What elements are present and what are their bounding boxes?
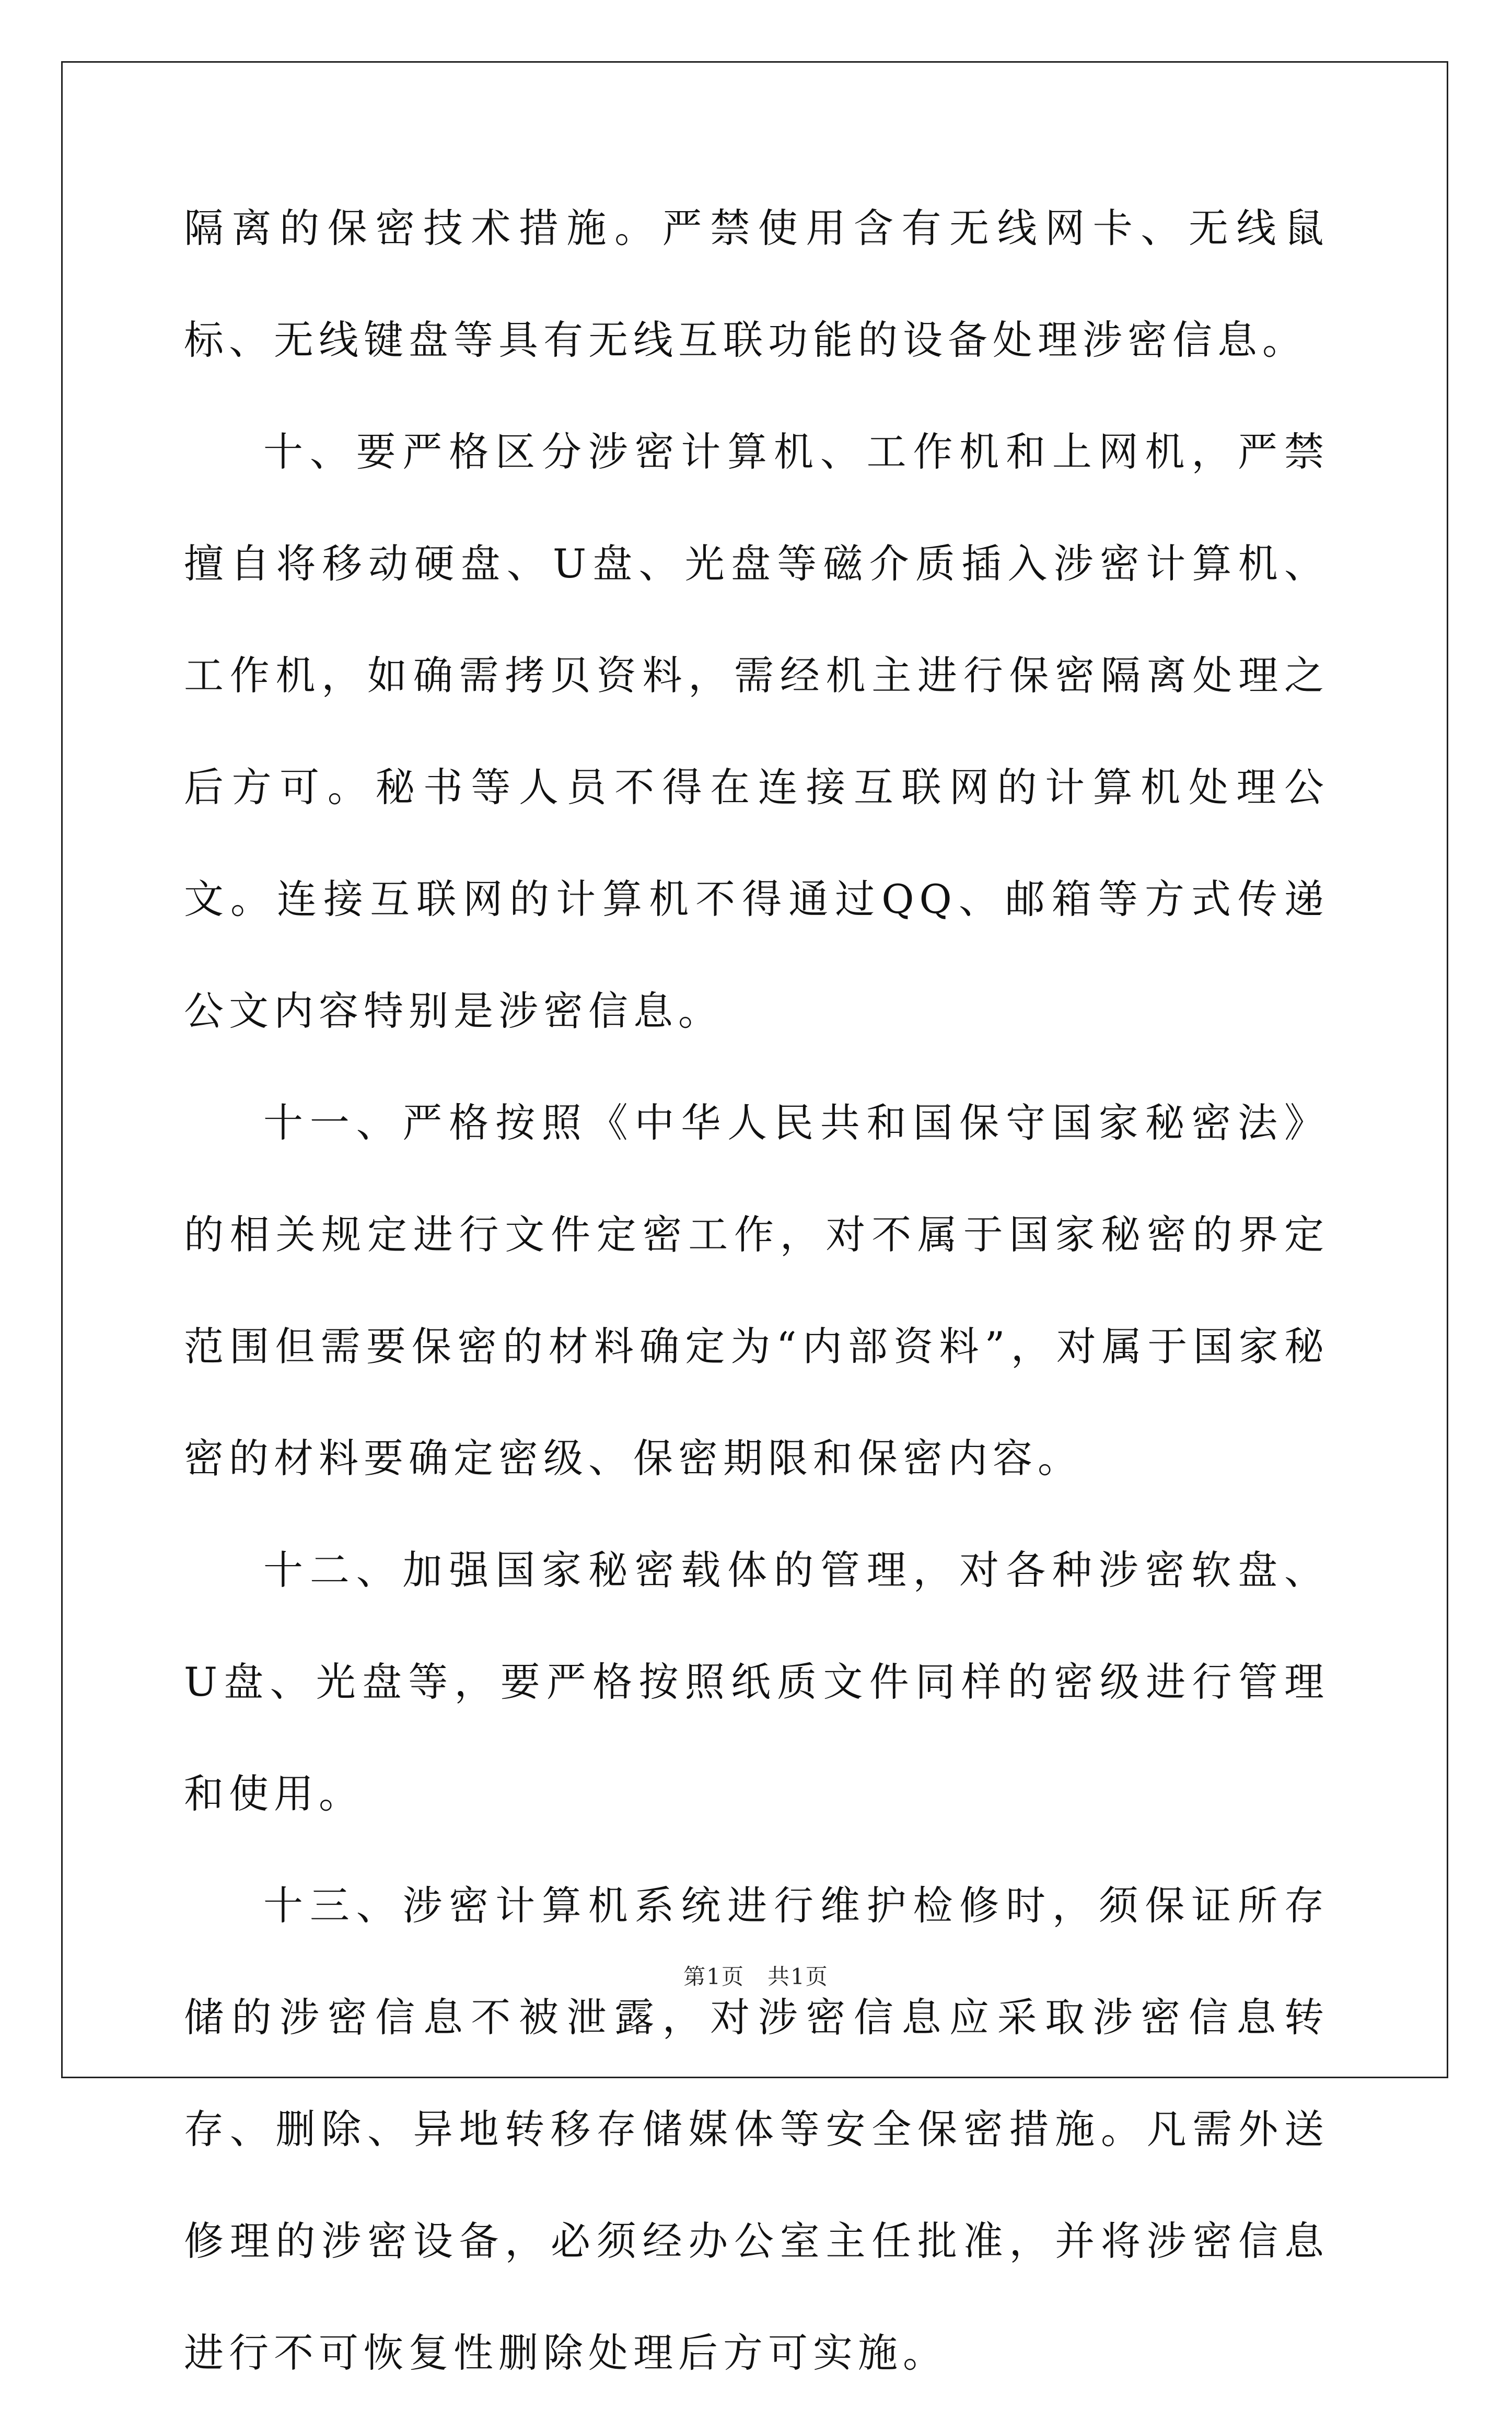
page-total: 共1页 [767, 1964, 829, 1989]
page-number: 第1页 [683, 1964, 745, 1989]
paragraph-item-10: 十、要严格区分涉密计算机、工作机和上网机，严禁擅自将移动硬盘、U盘、光盘等磁介质插入涉密计算机、工作机，如确需拷贝资料，需经机主进行保密隔离处理之后方可。秘书等人员不得在连接互联网的计算机处理公文。连接互联网的计算机不得通过QQ、邮箱等方式传递公文内容特别是涉密信息。 [184, 428, 1329, 1034]
document-body [184, 172, 1329, 2409]
paragraph-item-11: 十一、严格按照《中华人民共和国保守国家秘密法》的相关规定进行文件定密工作，对不属于国家秘密的界定范围但需要保密的材料确定为“内部资料”，对属于国家秘密的材料要确定密级、保密期限和保密内容。 [184, 1099, 1329, 1481]
paragraph-item-13: 十三、涉密计算机系统进行维护检修时，须保证所存储的涉密信息不被泄露，对涉密信息应采取涉密信息转存、删除、异地转移存储媒体等安全保密措施。凡需外送修理的涉密设备，必须经办公室主任批准，并将涉密信息进行不可恢复性删除处理后方可实施。 [184, 1882, 1329, 2376]
paragraph-item-12: 十二、加强国家秘密载体的管理，对各种涉密软盘、U盘、光盘等，要严格按照纸质文件同样的密级进行管理和使用。 [184, 1547, 1329, 1817]
paragraph-continuation: 隔离的保密技术措施。严禁使用含有无线网卡、无线鼠标、无线键盘等具有无线互联功能的设备处理涉密信息。 [184, 205, 1329, 363]
page-footer [0, 1960, 1512, 1991]
